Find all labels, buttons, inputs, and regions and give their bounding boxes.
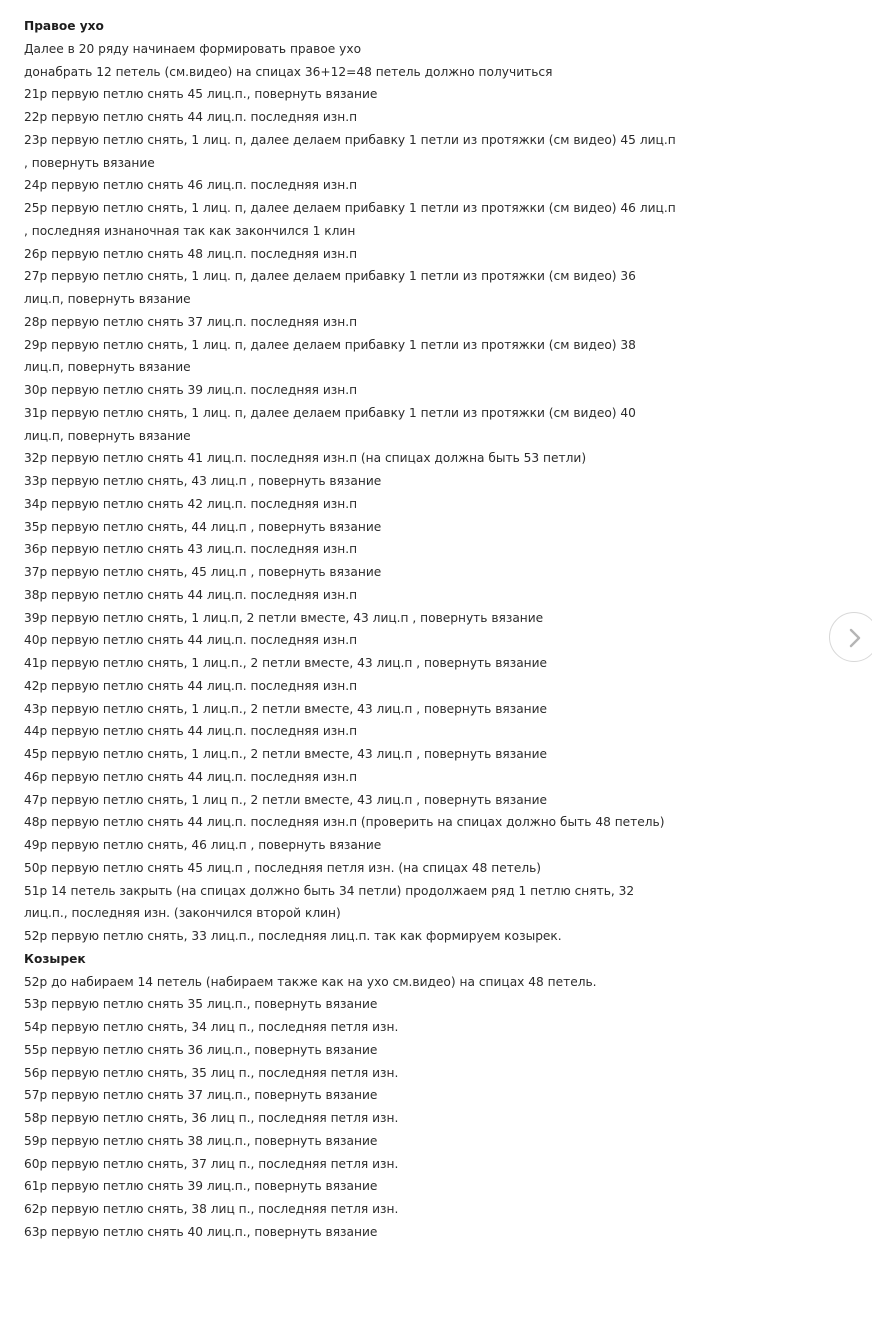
instruction-line: 62р первую петлю снять, 38 лиц п., последняя петля изн. [24, 1202, 399, 1216]
instruction-line: 26р первую петлю снять 48 лиц.п. последняя изн.п [24, 246, 358, 261]
instruction-line: донабрать 12 петель (см.видео) на спицах 36+12=48 петель должно получиться [24, 64, 553, 79]
instruction-line: 60р первую петлю снять, 37 лиц п., последняя петля изн. [24, 1156, 399, 1171]
instruction-line: 52р первую петлю снять, 33 лиц.п., последняя лиц.п. так как формируем козырек. [24, 929, 562, 943]
document-body [24, 15, 844, 1244]
section-heading: Правое ухо [24, 19, 104, 33]
instruction-line: 63р первую петлю снять 40 лиц.п., повернуть вязание [24, 1224, 378, 1239]
instruction-line: лиц.п, повернуть вязание [24, 360, 191, 375]
section-heading: Козырек [24, 951, 86, 966]
instruction-line: 47р первую петлю снять, 1 лиц п., 2 петли вместе, 43 лиц.п , повернуть вязание [24, 792, 548, 807]
instruction-line: 58р первую петлю снять, 36 лиц п., последняя петля изн. [24, 1111, 399, 1125]
instruction-line: 46р первую петлю снять 44 лиц.п. последняя изн.п [24, 769, 358, 784]
next-slide-button[interactable] [829, 612, 872, 662]
instruction-line: 42р первую петлю снять 44 лиц.п. последняя изн.п [24, 678, 358, 693]
chevron-right-icon [844, 625, 866, 651]
instruction-line: 56р первую петлю снять, 35 лиц п., последняя петля изн. [24, 1065, 399, 1080]
instruction-line: 41р первую петлю снять, 1 лиц.п., 2 петли вместе, 43 лиц.п , повернуть вязание [24, 656, 548, 670]
instruction-line: 28р первую петлю снять 37 лиц.п. последняя изн.п [24, 314, 358, 329]
instruction-line: 52р до набираем 14 петель (набираем также как на ухо см.видео) на спицах 48 петель. [24, 974, 597, 989]
instruction-line: 53р первую петлю снять 35 лиц.п., повернуть вязание [24, 997, 378, 1012]
instruction-line: лиц.п, повернуть вязание [24, 428, 191, 443]
instruction-line: 35р первую петлю снять, 44 лиц.п , повернуть вязание [24, 519, 382, 534]
instruction-line: 31р первую петлю снять, 1 лиц. п, далее делаем прибавку 1 петли из протяжки (см видео) 40 [24, 405, 636, 420]
instruction-line: лиц.п, повернуть вязание [24, 292, 191, 306]
instruction-line: 61р первую петлю снять 39 лиц.п., повернуть вязание [24, 1179, 378, 1194]
instruction-line: 32р первую петлю снять 41 лиц.п. последняя изн.п (на спицах должна быть 53 петли) [24, 451, 587, 466]
instruction-line: 27р первую петлю снять, 1 лиц. п, далее делаем прибавку 1 петли из протяжки (см видео) 36 [24, 269, 636, 284]
instruction-line: 54р первую петлю снять, 34 лиц п., последняя петля изн. [24, 1020, 399, 1034]
instruction-line: 44р первую петлю снять 44 лиц.п. последняя изн.п [24, 724, 358, 739]
instruction-line: 51р 14 петель закрыть (на спицах должно быть 34 петли) продолжаем ряд 1 петлю снять, 32 [24, 883, 635, 898]
instruction-line: 57р первую петлю снять 37 лиц.п., повернуть вязание [24, 1088, 378, 1103]
instruction-line: , повернуть вязание [24, 155, 155, 170]
instruction-line: 50р первую петлю снять 45 лиц.п , последняя петля изн. (на спицах 48 петель) [24, 860, 542, 875]
instruction-line: 38р первую петлю снять 44 лиц.п. последняя изн.п [24, 587, 358, 602]
instruction-line: 48р первую петлю снять 44 лиц.п. последняя изн.п (проверить на спицах должно быть 48 петель) [24, 815, 665, 830]
instruction-line: 36р первую петлю снять 43 лиц.п. последняя изн.п [24, 542, 358, 557]
instruction-line: 43р первую петлю снять, 1 лиц.п., 2 петли вместе, 43 лиц.п , повернуть вязание [24, 701, 548, 716]
instruction-line: 21р первую петлю снять 45 лиц.п., повернуть вязание [24, 87, 378, 102]
instruction-line: Далее в 20 ряду начинаем формировать правое ухо [24, 41, 362, 56]
instruction-line: 23р первую петлю снять, 1 лиц. п, далее делаем прибавку 1 петли из протяжки (см видео) 45 лиц.п [24, 132, 676, 147]
instruction-line: лиц.п., последняя изн. (закончился второй клин) [24, 906, 341, 921]
instruction-line: 45р первую петлю снять, 1 лиц.п., 2 петли вместе, 43 лиц.п , повернуть вязание [24, 747, 548, 761]
instruction-line: 49р первую петлю снять, 46 лиц.п , повернуть вязание [24, 838, 382, 852]
instruction-line: 30р первую петлю снять 39 лиц.п. последняя изн.п [24, 383, 358, 397]
instruction-line: 40р первую петлю снять 44 лиц.п. последняя изн.п [24, 633, 358, 648]
instruction-line: 59р первую петлю снять 38 лиц.п., повернуть вязание [24, 1133, 378, 1148]
instruction-line: 37р первую петлю снять, 45 лиц.п , повернуть вязание [24, 565, 382, 579]
instruction-line: 55р первую петлю снять 36 лиц.п., повернуть вязание [24, 1042, 378, 1057]
instruction-line: 29р первую петлю снять, 1 лиц. п, далее делаем прибавку 1 петли из протяжки (см видео) 38 [24, 337, 636, 352]
instruction-line: 33р первую петлю снять, 43 лиц.п , повернуть вязание [24, 474, 382, 488]
instruction-line: 22р первую петлю снять 44 лиц.п. последняя изн.п [24, 110, 358, 124]
instruction-line: , последняя изнаночная так как закончился 1 клин [24, 223, 356, 238]
instruction-line: 39р первую петлю снять, 1 лиц.п, 2 петли вместе, 43 лиц.п , повернуть вязание [24, 610, 544, 625]
instruction-line: 25р первую петлю снять, 1 лиц. п, далее делаем прибавку 1 петли из протяжки (см видео) 46 лиц.п [24, 201, 676, 215]
instruction-line: 24р первую петлю снять 46 лиц.п. последняя изн.п [24, 178, 358, 193]
instruction-line: 34р первую петлю снять 42 лиц.п. последняя изн.п [24, 496, 358, 511]
